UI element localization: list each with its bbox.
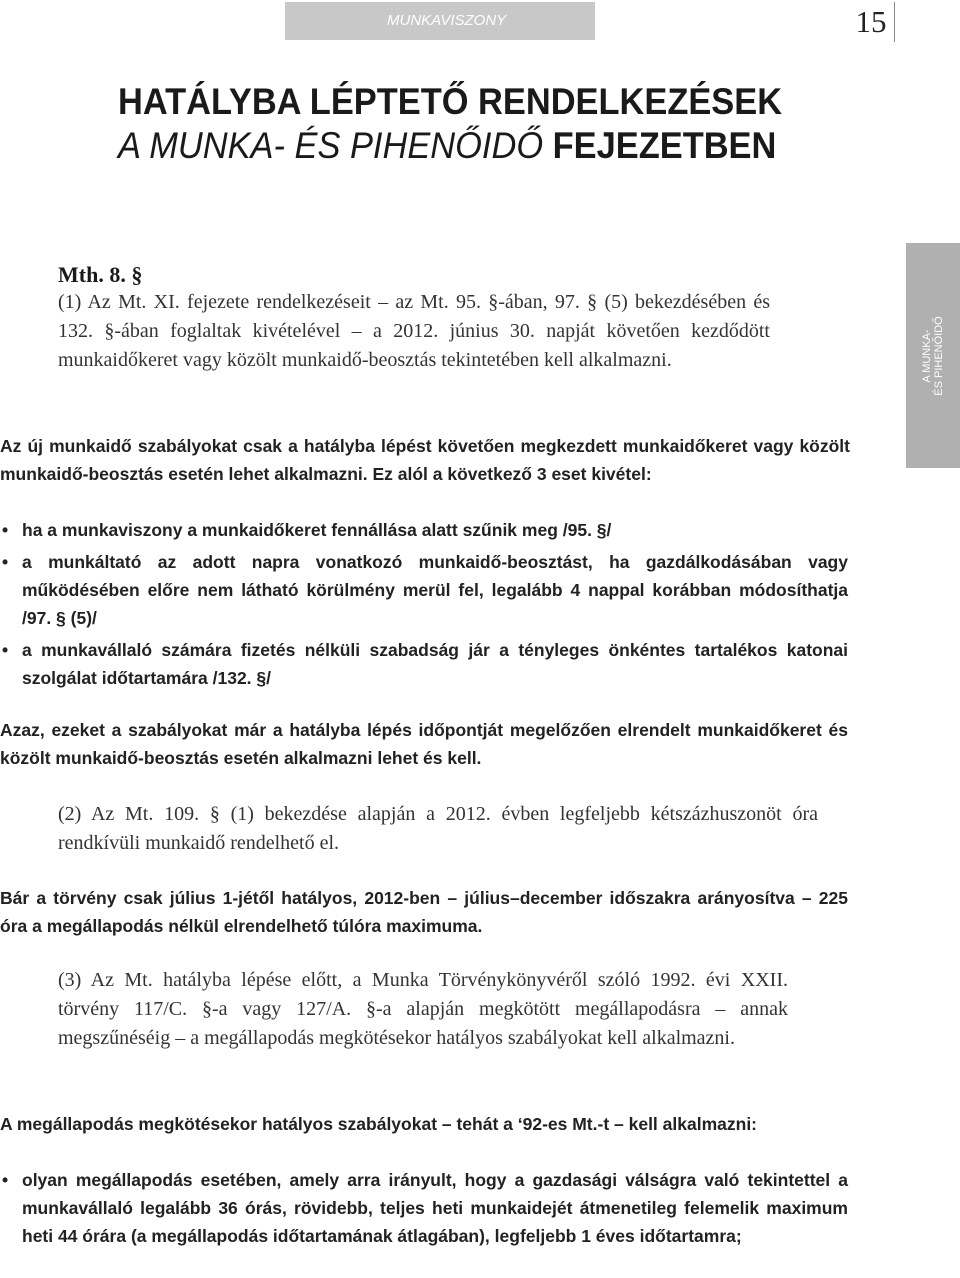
list-item: • a munkáltató az adott napra vonatkozó munkaidő-beosztást, ha gazdálkodásában vagy működésében előre nem látható körülmény merül fel, legalább 4 nappal korábban módosíthatja /97. § (5)/ [0, 548, 848, 632]
title-line-1: HATÁLYBA LÉPTETŐ RENDELKEZÉSEK [118, 81, 783, 122]
final-bullets-list [0, 1166, 848, 1254]
chapter-side-tab [906, 243, 960, 468]
list-item: • a munkavállaló számára fizetés nélküli szabadság jár a tényleges önkéntes tartalékos katonai szolgálat időtartamára /132. §/ [0, 636, 848, 692]
law-paragraph-1: (1) Az Mt. XI. fejezete rendelkezéseit – az Mt. 95. §-ában, 97. § (5) bekezdésében és 132. §-ában foglaltak kivételével – a 2012. június 30. napját követően kezdődött munkaidőkeret vagy közölt munkaidő-beosztás tekintetében kell alkalmazni. [58, 291, 770, 371]
list-item: • ha a munkaviszony a munkaidőkeret fennállása alatt szűnik meg /95. §/ [0, 516, 848, 544]
page-number: 15 [848, 2, 895, 42]
explanation-paragraph-2: Azaz, ezeket a szabályokat már a hatályba lépés időpontját megelőzően elrendelt munkaidőkeret és közölt munkaidő-beosztás esetén alkalmazni lehet és kell. [0, 720, 848, 768]
law-paragraph-2: (2) Az Mt. 109. § (1) bekezdése alapján a 2012. évben legfeljebb kétszázhuszonöt óra rendkívüli munkaidő rendelhető el. [58, 803, 818, 854]
title-line-2-bold: FEJEZETBEN [552, 125, 777, 166]
list-item: • olyan megállapodás esetében, amely arra irányult, hogy a gazdasági válságra való tekintettel a munkavállaló legalább 36 órás, rövidebb, teljes heti munkaidejét átmenetileg felemelik maximum heti 44 órára (a megállapodás időtartamának átlagában), legfeljebb 1 éves időtartamra; [0, 1166, 848, 1250]
side-tab-line-1: A MUNKA- [921, 328, 933, 383]
side-tab-line-2: ÉS PIHENŐIDŐ [933, 315, 945, 396]
title-line-2-italic: A MUNKA- ÉS PIHENŐIDŐ [118, 125, 544, 166]
chapter-side-tab-label [921, 316, 945, 395]
title-line-2 [118, 124, 777, 168]
explanation-paragraph-3: Bár a törvény csak július 1-jétől hatályos, 2012-ben – július–december időszakra arányosítva – 225 óra a megállapodás nélkül elrendelhető túlóra maximuma. [0, 888, 848, 936]
exceptions-list [0, 516, 848, 696]
section-header-tab [285, 2, 595, 40]
section-name: MUNKAVISZONY [387, 12, 507, 29]
explanation-paragraph-4: A megállapodás megkötésekor hatályos szabályokat – tehát a ‘92-es Mt.-t – kell alkalmazni: [0, 1114, 758, 1134]
law-reference: Mth. 8. § [58, 262, 143, 287]
explanation-paragraph-1: Az új munkaidő szabályokat csak a hatályba lépést követően megkezdett munkaidőkeret vagy közölt munkaidő-beosztás esetén lehet alkalmazni. Ez alól a következő 3 eset kivétel: [0, 436, 850, 484]
page-title [118, 80, 783, 168]
law-paragraph-3: (3) Az Mt. hatályba lépése előtt, a Munka Törvénykönyvéről szóló 1992. évi XXII. törvény 117/C. §-a vagy 127/A. §-a alapján megkötött megállapodásra – annak megszűnéséig – a megállapodás megkötésekor hatályos szabályokat kell alkalmazni. [58, 969, 788, 1049]
